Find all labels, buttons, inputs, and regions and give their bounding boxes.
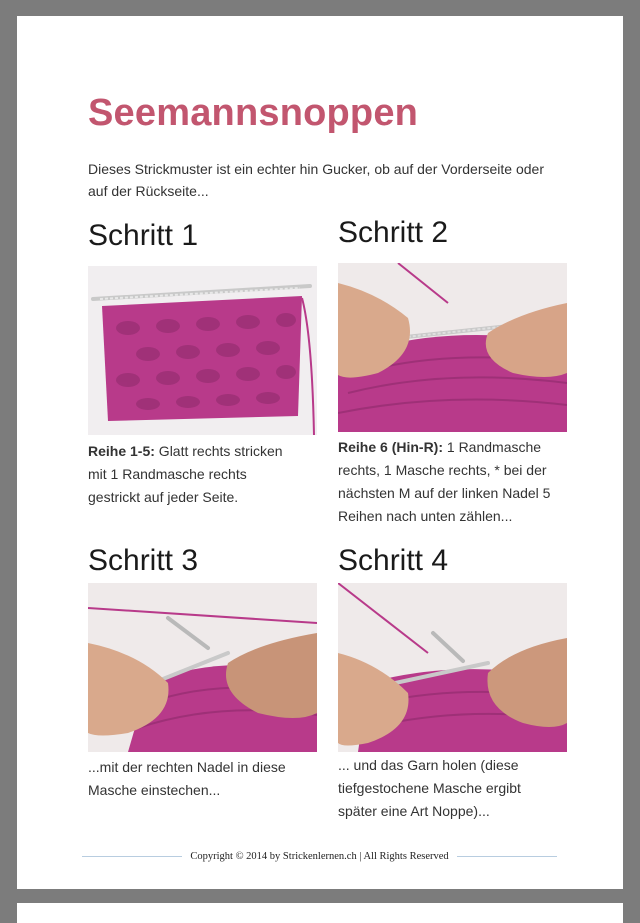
page-title: Seemannsnoppen <box>88 92 419 134</box>
footer-rule-right <box>457 856 557 857</box>
step-4-heading: Schritt 4 <box>338 544 449 577</box>
step-1-caption-bold: Reihe 1-5: <box>88 443 155 459</box>
step-3-caption <box>88 756 303 802</box>
step-2-photo <box>338 263 567 432</box>
yarn-pull-icon <box>338 583 567 752</box>
step-3-heading: Schritt 3 <box>88 544 199 577</box>
step-4-caption <box>338 754 558 823</box>
step-1-photo <box>88 266 317 435</box>
step-3-photo <box>88 583 317 752</box>
step-4-caption-text: ... und das Garn holen (diese tiefgestochene Masche ergibt später eine Art Noppe)... <box>338 757 521 819</box>
knitted-swatch-icon <box>88 266 317 435</box>
footer-rule-left <box>82 856 182 857</box>
step-4-photo <box>338 583 567 752</box>
document-page <box>17 16 623 889</box>
step-1-caption <box>88 440 293 509</box>
hands-knitting-icon <box>338 263 567 432</box>
step-2-caption-bold: Reihe 6 (Hin-R): <box>338 439 443 455</box>
step-1-caption-text: Glatt rechts stricken mit 1 Randmasche rechts gestrickt auf jeder Seite. <box>88 443 283 505</box>
intro-text: Dieses Strickmuster ist ein echter hin Gucker, ob auf der Vorderseite oder auf der Rückseite... <box>88 161 544 199</box>
step-2-caption <box>338 436 553 528</box>
step-2-caption-text: 1 Randmasche rechts, 1 Masche rechts, * bei der nächsten M auf der linken Nadel 5 Reihen nach unten zählen... <box>338 439 551 524</box>
step-3-caption-text: ...mit der rechten Nadel in diese Masche einstechen... <box>88 759 286 798</box>
footer-copyright: Copyright © 2014 by Strickenlernen.ch | All Rights Reserved <box>190 850 449 862</box>
step-1-heading: Schritt 1 <box>88 219 199 252</box>
page-footer <box>82 848 557 864</box>
next-page-edge <box>17 903 623 923</box>
needle-insert-icon <box>88 583 317 752</box>
step-2-heading: Schritt 2 <box>338 216 449 249</box>
